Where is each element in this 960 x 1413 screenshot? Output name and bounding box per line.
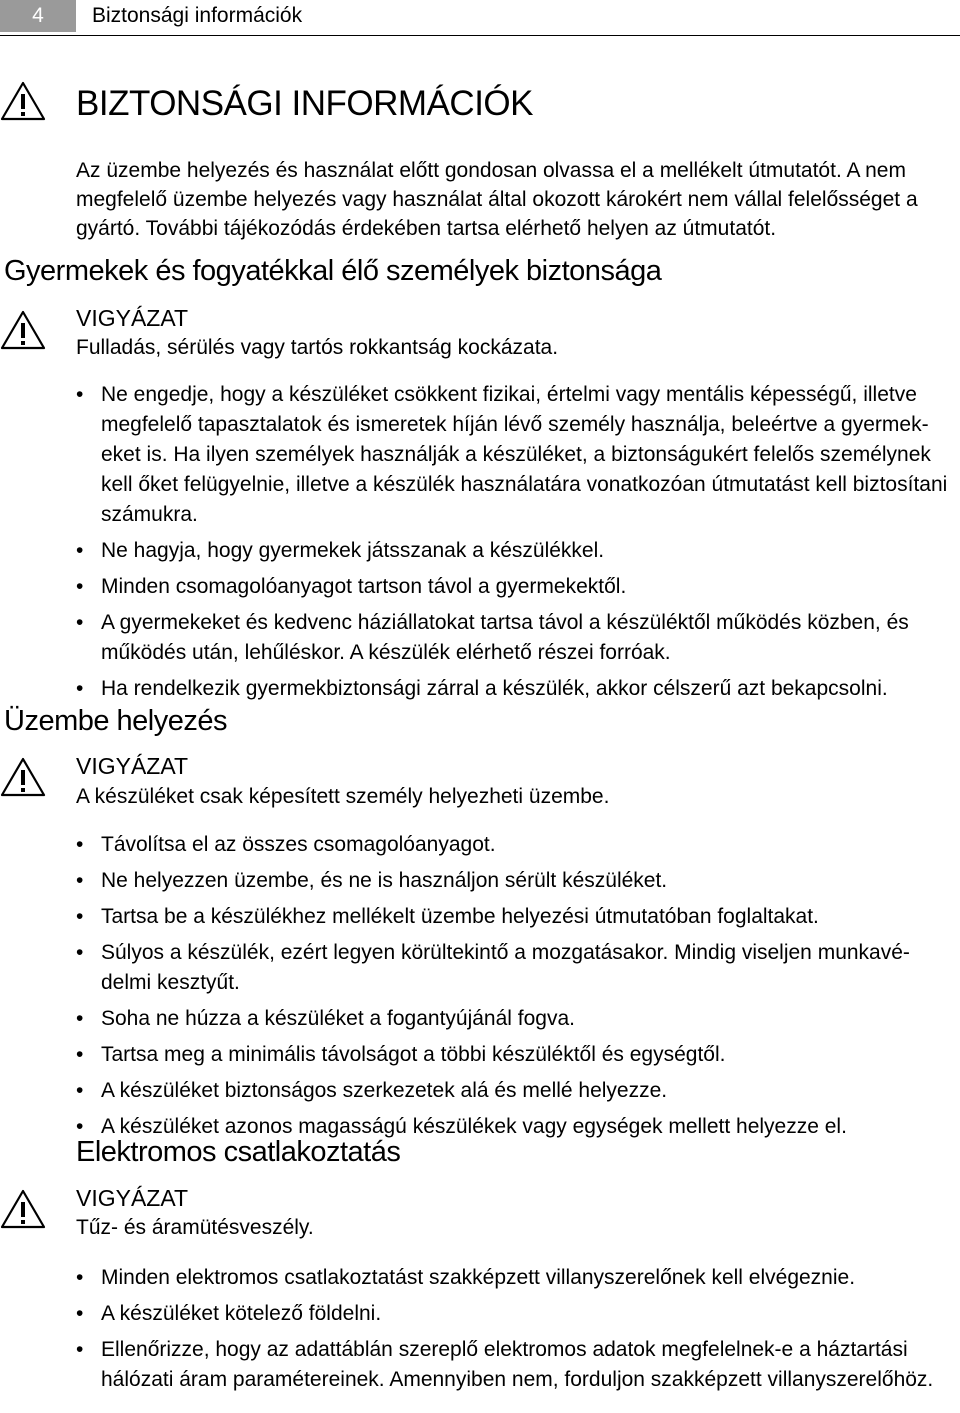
page-title: BIZTONSÁGI INFORMÁCIÓK xyxy=(76,84,534,123)
caution-label: VIGYÁZAT xyxy=(76,305,189,331)
list-item: • A készüléket azonos magasságú készülékek vagy egységek mellett helyezze el. xyxy=(76,1112,948,1142)
list-item: • A készüléket biztonságos szerkezetek alá és mellé helyezze. xyxy=(76,1076,948,1106)
bullet-list-installation xyxy=(76,830,948,1148)
caution-text: A készüléket csak képesített személy helyezheti üzembe. xyxy=(76,785,610,808)
list-item: • Súlyos a készülék, ezért legyen körültekintő a mozgatásakor. Mindig viseljen munkavédelmi kesztyűt. xyxy=(76,938,948,998)
caution-label: VIGYÁZAT xyxy=(76,1185,189,1211)
intro-paragraph: Az üzembe helyezés és használat előtt gondosan olvassa el a mellékelt útmutatót. A nem megfelelő üzembe helyezés vagy használat által okozott károkért nem vállal felelősséget a gyártó. További tájékozódás érdekében tartsa elérhető helyen az útmutatót. xyxy=(76,159,918,240)
warning-triangle-icon xyxy=(0,1188,46,1230)
caution-label: VIGYÁZAT xyxy=(76,753,189,779)
list-item: • Ne engedje, hogy a készüléket csökkent fizikai, értelmi vagy mentális képességű, illetve megfelelő tapasztalatok és ismeretek híján lévő személy használja, beleértve a gyermekeket is. Ha ilyen személyek használják a készüléket, a biztonságukért felelős személynek kell őket felügyelnie, illetve a készülék használatára vonatkozóan útmutatást kell biztosítani számukra. xyxy=(76,380,948,530)
list-item: • Távolítsa el az összes csomagolóanyagot. xyxy=(76,830,948,860)
running-header-title: Biztonsági információk xyxy=(92,4,303,27)
list-item: • Ne hagyja, hogy gyermekek játsszanak a készülékkel. xyxy=(76,536,948,566)
page-header xyxy=(0,0,960,34)
list-item: • Ellenőrizze, hogy az adattáblán szereplő elektromos adatok megfelelnek-e a háztartási hálózati áram paramétereinek. Amennyiben nem, forduljon szakképzett villanyszerelőhöz. xyxy=(76,1335,948,1395)
warning-triangle-icon xyxy=(0,756,46,798)
list-item: • A készüléket kötelező földelni. xyxy=(76,1299,948,1329)
section-heading-children: Gyermekek és fogyatékkal élő személyek biztonsága xyxy=(4,255,662,287)
list-item: • Soha ne húzza a készüléket a fogantyújánál fogva. xyxy=(76,1004,948,1034)
section-heading-installation: Üzembe helyezés xyxy=(4,705,227,737)
caution-text: Tűz- és áramütésveszély. xyxy=(76,1216,314,1239)
list-item: • Tartsa meg a minimális távolságot a többi készüléktől és egységtől. xyxy=(76,1040,948,1070)
header-divider xyxy=(0,35,960,36)
section-heading-electrical: Elektromos csatlakoztatás xyxy=(76,1136,401,1168)
warning-triangle-icon xyxy=(0,309,46,351)
bullet-list-children xyxy=(76,380,948,710)
list-item: • Ha rendelkezik gyermekbiztonsági zárral a készülék, akkor célszerű azt bekapcsolni. xyxy=(76,674,948,704)
list-item: • A gyermekeket és kedvenc háziállatokat tartsa távol a készüléktől működés közben, és működés után, lehűléskor. A készülék elérhető részei forróak. xyxy=(76,608,948,668)
page-number: 4 xyxy=(0,0,76,32)
list-item: • Minden csomagolóanyagot tartson távol a gyermekektől. xyxy=(76,572,948,602)
list-item: • Minden elektromos csatlakoztatást szakképzett villanyszerelőnek kell elvégeznie. xyxy=(76,1263,948,1293)
list-item: • Ne helyezzen üzembe, és ne is használjon sérült készüléket. xyxy=(76,866,948,896)
caution-text: Fulladás, sérülés vagy tartós rokkantság kockázata. xyxy=(76,336,559,359)
warning-triangle-icon xyxy=(0,80,46,122)
list-item: • Tartsa be a készülékhez mellékelt üzembe helyezési útmutatóban foglaltakat. xyxy=(76,902,948,932)
bullet-list-electrical xyxy=(76,1263,948,1401)
